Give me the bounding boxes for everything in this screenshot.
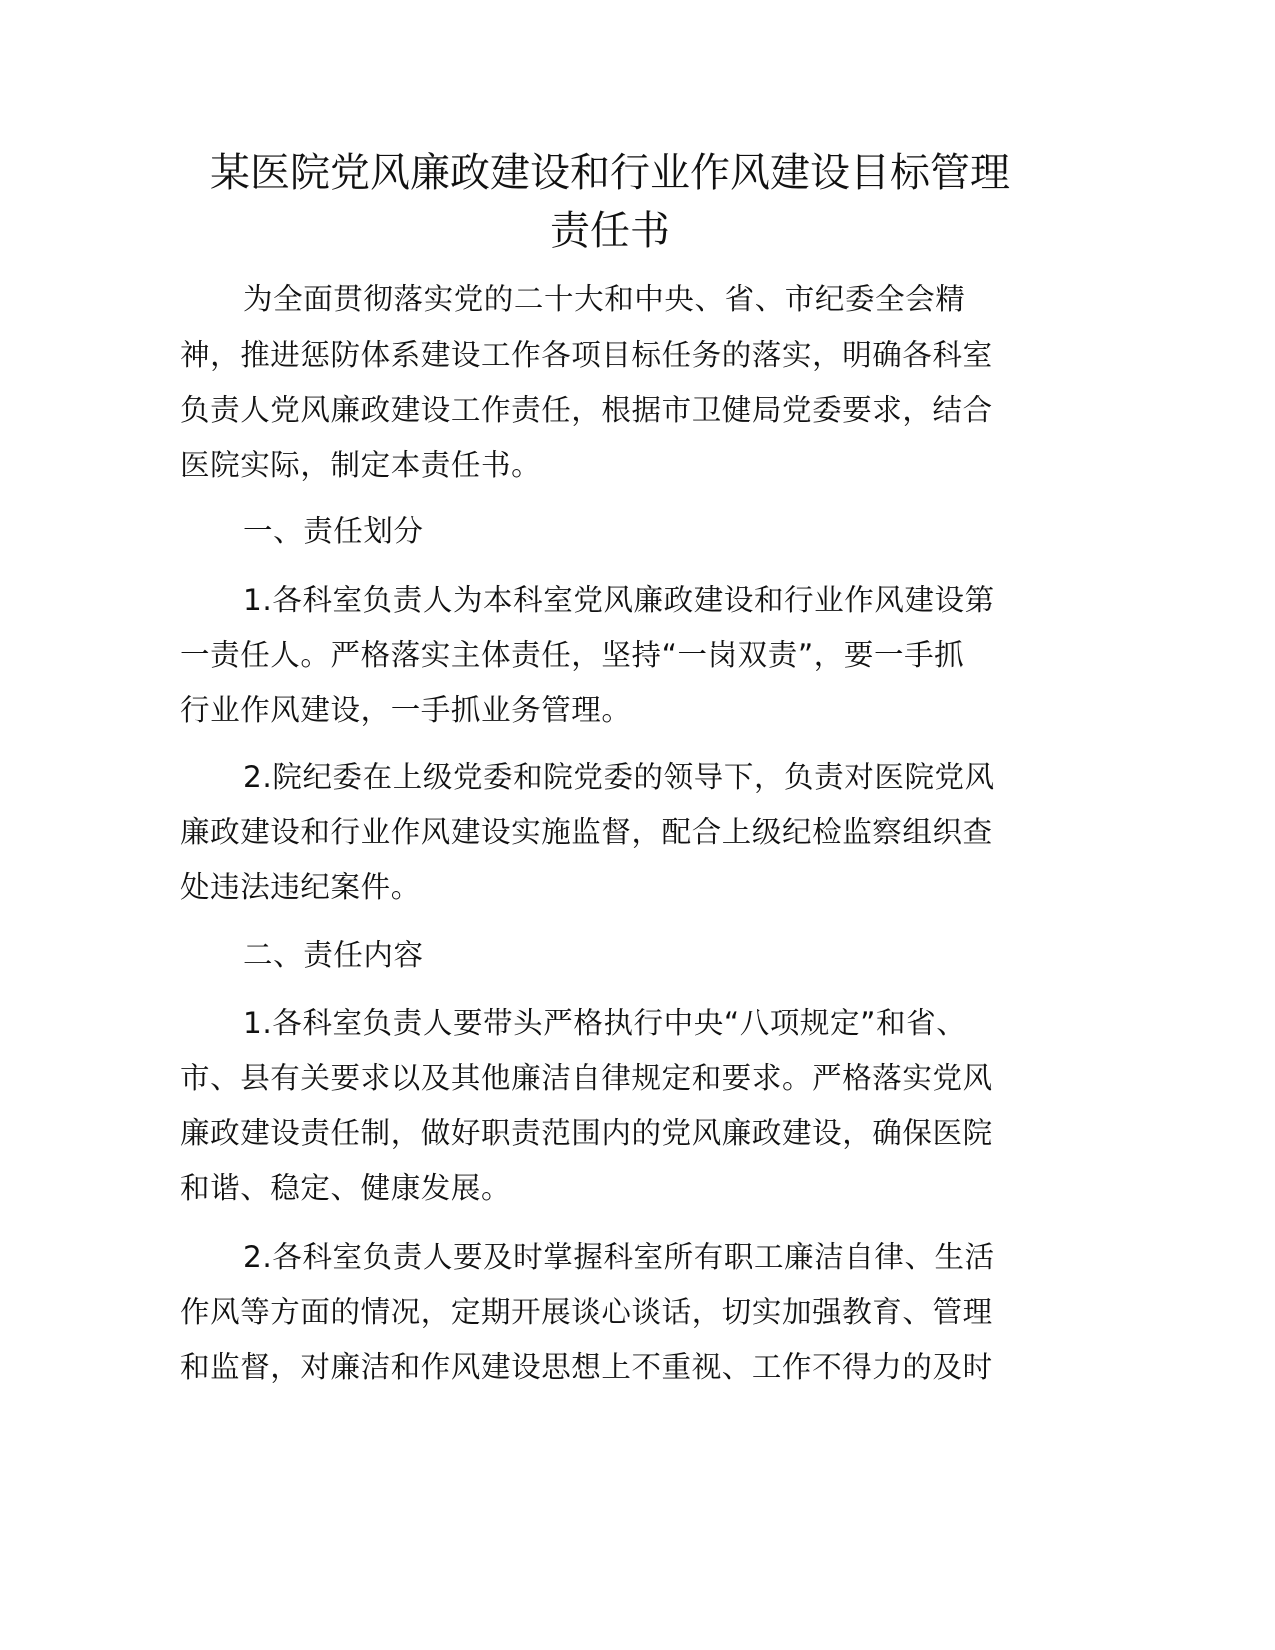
section1-item1-line: 一责任人。严格落实主体责任，坚持“一岗双责”，要一手抓 bbox=[180, 638, 965, 672]
section1-item2-line: 2.院纪委在上级党委和院党委的领导下，负责对医院党风 bbox=[243, 760, 995, 794]
section1-item2-line: 廉政建设和行业作风建设实施监督，配合上级纪检监察组织查 bbox=[180, 815, 993, 849]
section1-item1-line: 行业作风建设，一手抓业务管理。 bbox=[180, 693, 632, 727]
section2-item2-line: 作风等方面的情况，定期开展谈心谈话，切实加强教育、管理 bbox=[180, 1295, 993, 1329]
section-heading-responsibility-division: 一、责任划分 bbox=[243, 514, 424, 548]
document-title-line-1: 某医院党风廉政建设和行业作风建设目标管理 bbox=[210, 150, 1010, 196]
intro-paragraph-line: 医院实际，制定本责任书。 bbox=[180, 448, 542, 482]
intro-paragraph-line: 神，推进惩防体系建设工作各项目标任务的落实，明确各科室 bbox=[180, 338, 993, 372]
intro-paragraph-line: 为全面贯彻落实党的二十大和中央、省、市纪委全会精 bbox=[243, 282, 966, 316]
intro-paragraph-line: 负责人党风廉政建设工作责任，根据市卫健局党委要求，结合 bbox=[180, 393, 993, 427]
section2-item1-line: 和谐、稳定、健康发展。 bbox=[180, 1171, 512, 1205]
section2-item1-line: 市、县有关要求以及其他廉洁自律规定和要求。严格落实党风 bbox=[180, 1061, 993, 1095]
section1-item2-line: 处违法违纪案件。 bbox=[180, 870, 421, 904]
section-heading-responsibility-content: 二、责任内容 bbox=[243, 938, 424, 972]
section2-item1-line: 1.各科室负责人要带头严格执行中央“八项规定”和省、 bbox=[243, 1006, 967, 1040]
section2-item2-line: 2.各科室负责人要及时掌握科室所有职工廉洁自律、生活 bbox=[243, 1240, 995, 1274]
section2-item2-line: 和监督，对廉洁和作风建设思想上不重视、工作不得力的及时 bbox=[180, 1350, 993, 1384]
section2-item1-line: 廉政建设责任制，做好职责范围内的党风廉政建设，确保医院 bbox=[180, 1116, 993, 1150]
section1-item1-line: 1.各科室负责人为本科室党风廉政建设和行业作风建设第 bbox=[243, 583, 995, 617]
document-title-line-2: 责任书 bbox=[550, 208, 670, 254]
